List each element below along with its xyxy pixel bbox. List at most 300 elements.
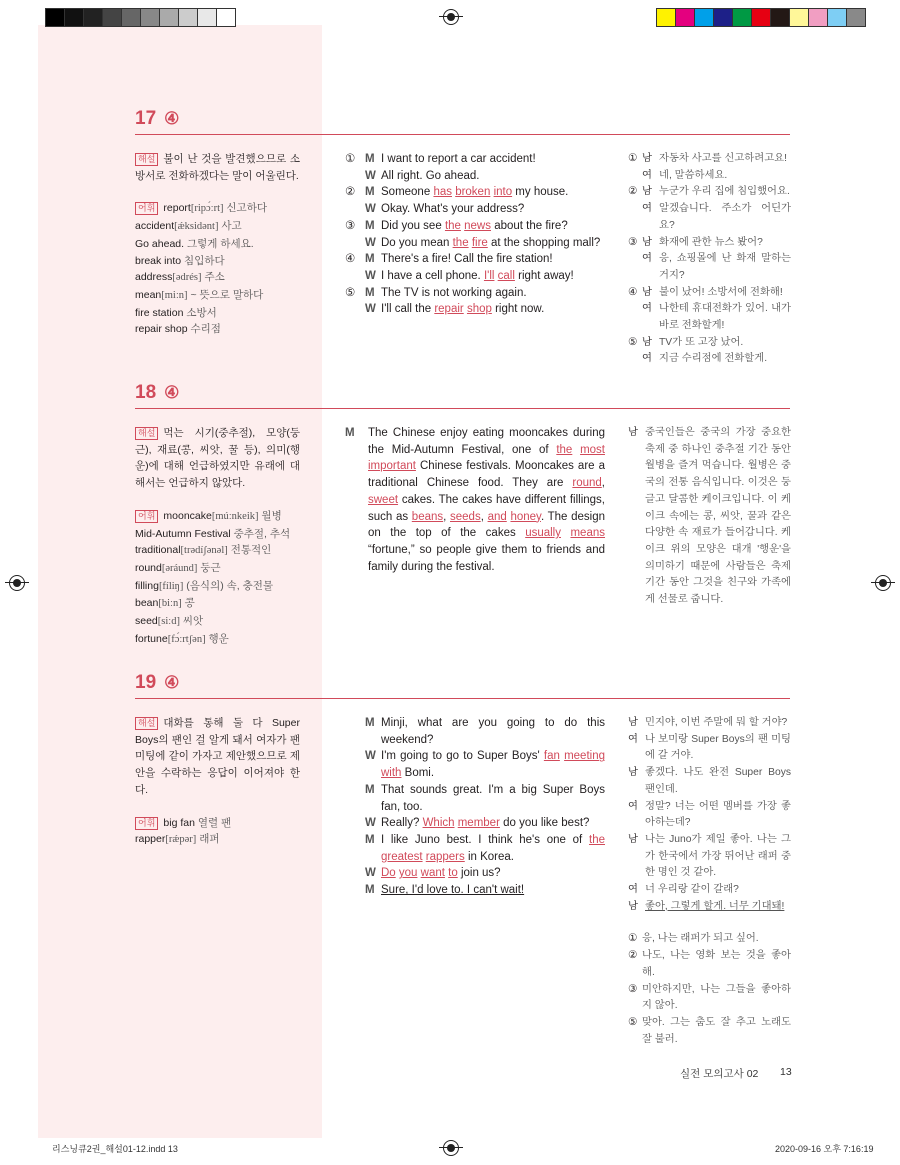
line-number	[628, 301, 642, 334]
line-number: ⑤	[628, 336, 638, 348]
vocab-meaning: 중추절, 추석	[233, 527, 291, 540]
highlighted-phrase: round	[572, 477, 602, 490]
page-number: 13	[780, 1066, 792, 1078]
highlighted-phrase: sweet	[368, 493, 399, 506]
dialogue-line	[345, 201, 605, 218]
highlighted-phrase: most	[580, 443, 605, 456]
line-number: ②	[345, 186, 356, 199]
vocab-meaning: 열렬 팬	[197, 816, 232, 829]
vocab-item	[135, 815, 300, 832]
highlighted-phrase: and	[487, 510, 507, 523]
monologue-text	[368, 425, 605, 575]
vocab-phonetic: [miːn]	[161, 289, 188, 301]
speaker-label: 남	[642, 336, 652, 348]
text-segment: All right. Go ahead.	[381, 169, 480, 182]
vocab-phonetic: [ədrés]	[172, 272, 202, 284]
vocab-word: mean	[135, 288, 162, 301]
registration-mark-icon	[9, 575, 25, 591]
dialogue-text	[381, 285, 605, 302]
speaker-label: 남	[642, 286, 652, 298]
option-text: 나도, 나는 영화 보는 것을 좋아해.	[642, 950, 791, 978]
option-item	[628, 931, 791, 948]
vocab-phonetic: [əráund]	[161, 562, 198, 574]
vocab-item	[135, 305, 300, 322]
highlighted-phrase: has	[433, 186, 452, 199]
dialogue-text	[381, 268, 605, 285]
dialogue-text	[381, 184, 605, 201]
dialogue-text	[381, 235, 605, 252]
text-segment: Do you mean	[381, 236, 453, 249]
speaker-label: 여	[642, 303, 652, 315]
vocab-word: traditional	[135, 544, 181, 557]
translation-line	[628, 251, 791, 284]
speaker-label: 여	[628, 800, 638, 812]
option-number: ①	[628, 933, 638, 945]
dialogue-line	[345, 235, 605, 252]
dialogue-line	[345, 251, 605, 268]
vocab-item	[135, 542, 300, 560]
highlighted-phrase: the	[452, 236, 469, 249]
translation-line	[628, 235, 791, 252]
answer-options	[628, 931, 791, 1048]
q18-translation	[628, 425, 791, 609]
line-number: ①	[345, 153, 356, 165]
vocab-meaning: 래퍼	[199, 833, 220, 846]
translation-line	[628, 335, 791, 352]
text-segment: That sounds great. I'm a big Super Boys fan, too.	[381, 783, 605, 813]
vocab-meaning: 수리점	[190, 323, 221, 336]
line-number	[628, 168, 642, 185]
vocab-word: big fan	[163, 816, 195, 829]
translation-text: 나한테 휴대전화가 있어. 내가 바로 전화할게!	[659, 303, 791, 332]
explain-tag: 해설	[135, 427, 158, 440]
line-number	[345, 832, 365, 865]
translation-text: 네, 말씀하세요.	[659, 169, 728, 181]
translation-text: 좋아, 그렇게 할게. 너무 기대돼!	[645, 900, 785, 912]
registration-mark-icon	[875, 575, 891, 591]
vocab-phonetic: [ǽksidənt]	[174, 221, 219, 233]
speaker-label: M	[365, 783, 375, 796]
highlighted-phrase: fire	[471, 236, 488, 249]
speaker-label: 여	[642, 203, 652, 215]
text-segment: Sure, I'd love to. I can't wait!	[381, 884, 525, 897]
speaker-label: 남	[628, 833, 638, 845]
dialogue-text	[381, 882, 605, 899]
text-segment: right now.	[491, 303, 545, 316]
vocab-meaning: 소방서	[186, 306, 217, 319]
dialogue-text	[381, 782, 605, 815]
highlighted-phrase: want	[420, 867, 445, 880]
option-number: ③	[628, 983, 638, 995]
highlighted-phrase: you	[398, 867, 418, 880]
registration-mark-icon	[443, 9, 459, 25]
line-number: ④	[345, 253, 356, 266]
option-number: ⑤	[628, 1016, 638, 1028]
vocab-phonetic: [rǽpər]	[165, 834, 197, 846]
vocab-item	[135, 200, 300, 218]
highlighted-phrase: means	[570, 527, 605, 540]
vocab-meaning: 주소	[204, 271, 225, 284]
line-number: ③	[628, 236, 638, 248]
speaker-label: 남	[628, 900, 638, 912]
highlighted-phrase: to	[448, 867, 458, 880]
vocab-item	[135, 578, 300, 596]
dialogue-line	[345, 815, 605, 832]
dialogue-text	[381, 251, 605, 268]
dialogue-text	[381, 218, 605, 235]
text-segment: in Korea.	[464, 850, 514, 863]
translation-text: 알겠습니다. 주소가 어딘가요?	[659, 203, 791, 231]
line-number	[345, 268, 365, 285]
line-number: ④	[628, 286, 638, 298]
translation-line	[628, 184, 791, 201]
vocab-phonetic: [biːn]	[158, 598, 182, 610]
vocab-meaning: 씨앗	[182, 615, 204, 628]
text-segment: I want to report a car accident!	[381, 153, 536, 165]
option-item	[628, 948, 791, 981]
line-number: ②	[628, 186, 638, 198]
highlighted-phrase: the	[444, 219, 461, 232]
explain-text: 대화를 통해 둘 다 Super Boys의 팬인 걸 알게 돼서 여자가 팬 미팅에 같이 가자고 제안했으므로 제안을 수락하는 응답이 이어져야 한다.	[135, 717, 300, 796]
file-name: 리스닝큐2권_해설01-12.indd 13	[52, 1144, 178, 1154]
vocab-word: report	[163, 202, 191, 215]
vocab-meaning: 행운	[208, 632, 229, 645]
text-segment: about the fire?	[491, 219, 568, 232]
vocab-word: round	[135, 561, 162, 574]
vocab-phonetic: [fɔ́ːrtʃən]	[167, 633, 206, 645]
answer-mark: ④	[164, 109, 180, 128]
speaker-label: 여	[642, 253, 652, 265]
q17-explanation	[135, 151, 300, 338]
option-text: 응, 나는 래퍼가 되고 싶어.	[642, 933, 759, 945]
option-item	[628, 982, 791, 1015]
speaker-label: M	[365, 153, 375, 165]
explain-text: 먹는 시기(중추절), 모양(둥근), 재료(콩, 씨앗, 꿀 등), 의미(행운)에 대해 언급하였지만 유래에 대해서는 언급하지 않았다.	[135, 427, 300, 490]
vocab-phonetic: [múːnkeik]	[211, 510, 259, 522]
vocab-list	[135, 815, 300, 849]
translation-line	[628, 351, 791, 368]
highlighted-phrase: important	[368, 460, 416, 473]
option-text: 미안하지만, 나는 그들을 좋아하지 않아.	[642, 983, 791, 1012]
vocab-word: mooncake	[163, 509, 212, 522]
highlighted-phrase: usually	[525, 527, 561, 540]
highlighted-phrase: honey	[510, 510, 541, 523]
dialogue-line	[345, 782, 605, 815]
highlighted-phrase: greatest	[381, 850, 423, 863]
vocab-word: bean	[135, 597, 159, 610]
translation-text: 나는 Juno가 제일 좋아. 나는 그가 한국에서 가장 뛰어난 래퍼 중 한 명인 것 같아.	[645, 833, 791, 879]
question-19-header	[135, 672, 790, 699]
highlighted-phrase: beans	[411, 510, 444, 523]
option-text: 맞아. 그는 춤도 잘 추고 노래도 잘 불러.	[642, 1016, 791, 1045]
line-number	[628, 201, 642, 234]
highlighted-phrase: the	[556, 443, 573, 456]
highlighted-phrase: rappers	[425, 850, 465, 863]
line-number	[345, 815, 365, 832]
text-segment: Bomi.	[401, 767, 435, 780]
vocab-tag: 어휘	[135, 510, 158, 523]
vocab-item	[135, 218, 300, 236]
highlighted-phrase: I'll	[483, 269, 495, 282]
highlighted-phrase: repair	[434, 303, 464, 316]
vocab-meaning: 전통적인	[230, 544, 272, 557]
dialogue-line	[345, 168, 605, 185]
vocab-meaning: ~ 뜻으로 말하다	[190, 288, 264, 301]
question-number: 17	[135, 108, 157, 129]
translation-text: 지금 수리점에 전화할게.	[659, 353, 768, 365]
highlighted-phrase: seeds	[450, 510, 481, 523]
translation-line	[628, 715, 791, 732]
text-segment: I'll call the	[381, 303, 435, 316]
q18-explanation	[135, 425, 300, 648]
dialogue-line	[345, 151, 605, 168]
text-segment: “fortune,” so people give them to friends and family during the festival.	[368, 543, 605, 573]
translation-text: 자동차 사고를 신고하려고요!	[659, 153, 787, 164]
translation-text: 불이 났어! 소방서에 전화해!	[659, 286, 783, 298]
text-segment: Really?	[381, 817, 423, 830]
option-item	[628, 1015, 791, 1048]
speaker-label: 여	[642, 169, 652, 181]
translation-line	[628, 765, 791, 798]
translation-text: 응, 쇼핑몰에 난 화재 말하는 거지?	[659, 253, 791, 281]
translation-text: 너 우리랑 같이 갈래?	[645, 884, 739, 896]
speaker-label: M	[365, 219, 375, 232]
translation-text: 누군가 우리 집에 침입했어요.	[659, 186, 790, 198]
text-segment: Someone	[381, 186, 434, 199]
line-number	[345, 715, 365, 748]
explain-tag: 해설	[135, 717, 158, 730]
line-number	[345, 201, 365, 218]
cmyk-color-bar	[656, 8, 865, 27]
answer-mark: ④	[164, 673, 180, 692]
dialogue-text	[381, 748, 605, 781]
vocab-word: Mid-Autumn Festival	[135, 527, 231, 540]
speaker-label: M	[365, 833, 375, 846]
line-number: ③	[345, 219, 356, 232]
vocab-meaning: (음식의) 속, 충전물	[186, 579, 274, 592]
speaker-label: 여	[628, 733, 638, 745]
highlighted-phrase: meeting	[564, 750, 605, 763]
speaker-label: 남	[628, 427, 638, 438]
dialogue-line	[345, 301, 605, 318]
vocab-word: seed	[135, 615, 158, 628]
line-number	[345, 235, 365, 252]
answer-mark: ④	[164, 383, 180, 402]
translation-text: TV가 또 고장 났어.	[659, 336, 744, 348]
vocab-phonetic: [siːd]	[157, 616, 180, 628]
line-number	[628, 351, 642, 368]
text-segment: I have a cell phone.	[381, 269, 484, 282]
text-segment: my house.	[512, 186, 569, 199]
speaker-label: M	[365, 717, 375, 729]
speaker-label: M	[345, 427, 355, 439]
text-segment: ,	[443, 510, 451, 523]
vocab-tag: 어휘	[135, 817, 158, 830]
vocab-word: accident	[135, 220, 175, 233]
speaker-label: W	[365, 867, 376, 880]
speaker-label: 남	[642, 186, 652, 198]
q19-translation	[628, 715, 791, 1048]
translation-line	[628, 301, 791, 334]
vocab-word: fire station	[135, 306, 184, 319]
speaker-label: 여	[642, 353, 652, 365]
text-segment: Minji, what are you going to do this weekend?	[381, 717, 605, 746]
speaker-label: W	[365, 203, 376, 216]
dialogue-line	[345, 865, 605, 882]
dialogue-line	[345, 748, 605, 781]
vocab-meaning: 침입하다	[184, 254, 225, 267]
text-segment: Chinese festivals. Mooncakes are a traditional Chinese food. They are	[368, 460, 605, 490]
highlighted-phrase: broken	[455, 186, 491, 199]
translation-text: 중국인들은 중국의 가장 중요한 축제 중 하나인 중추절 기간 동안 월병을 즐겨 먹습니다. 월병은 중국의 전통 음식입니다. 이것은 둥글고 달콤한 케이크입니다. 이 케이크 속에는 콩, 씨앗, 꿀과 같은 다양한 속 재료가 들어갑니다. 케이크 위의 모양은 대개 '행운'을 의미하기 때문에 사람들은 축제 기간 동안 그것을 친구와 가족에게 선물로 줍니다.	[645, 427, 791, 606]
text-segment: do you like best?	[499, 817, 590, 830]
timestamp: 2020-09-16 오후 7:16:19	[775, 1144, 874, 1154]
highlighted-phrase: shop	[466, 303, 492, 316]
dialogue-text	[381, 301, 605, 318]
translation-line	[628, 285, 791, 302]
translation-line	[628, 899, 791, 916]
text-segment: right away!	[514, 269, 574, 282]
explain-tag: 해설	[135, 153, 158, 166]
vocab-item	[135, 321, 300, 338]
q18-monologue	[345, 425, 605, 575]
vocab-phonetic: [fíliŋ]	[158, 580, 184, 592]
vocab-word: filling	[135, 579, 159, 592]
speaker-label: 남	[628, 717, 638, 728]
speaker-label: W	[365, 750, 376, 763]
translation-line	[628, 799, 791, 832]
vocab-word: fortune	[135, 632, 168, 645]
translation-line	[628, 882, 791, 899]
question-17-header	[135, 108, 790, 135]
highlighted-phrase: news	[464, 219, 491, 232]
vocab-word: address	[135, 271, 173, 284]
vocab-word: break into	[135, 254, 182, 267]
vocab-meaning: 둥근	[200, 561, 221, 574]
line-number	[345, 748, 365, 781]
dialogue-text	[381, 865, 605, 882]
dialogue-line	[345, 715, 605, 748]
dialogue-line	[345, 184, 605, 201]
speaker-label: W	[365, 236, 376, 249]
speaker-label: 남	[642, 236, 652, 248]
registration-mark-icon	[443, 1140, 459, 1156]
vocab-item	[135, 508, 300, 526]
vocab-meaning: 사고	[221, 220, 242, 233]
vocab-item	[135, 831, 300, 849]
text-segment	[572, 444, 580, 456]
text-segment: The Chinese enjoy eating mooncakes during the Mid-Autumn Festival, one of	[368, 427, 605, 456]
translation-line	[628, 168, 791, 185]
q17-translation	[628, 151, 791, 368]
q19-explanation	[135, 715, 300, 849]
dialogue-line	[345, 268, 605, 285]
dialogue-text	[381, 201, 605, 218]
dialogue-line	[345, 218, 605, 235]
line-number	[345, 865, 365, 882]
speaker-label: W	[365, 269, 376, 282]
vocab-meaning: 월병	[261, 509, 282, 522]
text-segment: ,	[480, 510, 488, 523]
vocab-item	[135, 631, 300, 649]
speaker-label: 남	[628, 767, 638, 779]
dialogue-text	[381, 815, 605, 832]
speaker-label: M	[365, 884, 375, 897]
dialogue-line	[345, 832, 605, 865]
vocab-phonetic: [ripɔ́ːrt]	[190, 203, 224, 215]
line-number	[345, 882, 365, 899]
highlighted-phrase: call	[497, 269, 515, 282]
dialogue-text	[381, 168, 605, 185]
highlighted-phrase: with	[381, 767, 402, 780]
speaker-label: W	[365, 817, 376, 830]
vocab-item	[135, 236, 300, 253]
vocab-list	[135, 508, 300, 649]
line-number	[628, 251, 642, 284]
question-number: 18	[135, 382, 157, 403]
dialogue-text	[381, 832, 605, 865]
speaker-label: 여	[628, 884, 638, 896]
vocab-meaning: 신고하다	[226, 202, 267, 215]
vocab-item	[135, 595, 300, 613]
highlighted-phrase: into	[493, 186, 513, 199]
text-segment: ,	[601, 477, 605, 490]
vocab-item	[135, 560, 300, 578]
vocab-meaning: 그렇게 하세요.	[186, 237, 254, 250]
q17-dialogue	[345, 151, 605, 318]
vocab-item	[135, 287, 300, 305]
vocab-word: repair shop	[135, 323, 188, 336]
translation-text: 나 보미랑 Super Boys의 팬 미팅에 갈 거야.	[645, 733, 791, 762]
line-number	[345, 782, 365, 815]
vocab-meaning: 콩	[184, 597, 195, 610]
translation-line	[628, 151, 791, 168]
section-label: 실전 모의고사 02	[680, 1068, 759, 1080]
vocab-phonetic: [trədíʃənəl]	[180, 545, 228, 557]
text-segment: cakes. The cakes have different fillings, such as	[368, 493, 605, 523]
highlighted-phrase: the	[589, 833, 605, 846]
translation-text: 좋겠다. 나도 완전 Super Boys 팬인데.	[645, 767, 791, 795]
translation-line	[628, 732, 791, 765]
line-number: ①	[628, 153, 638, 164]
line-number	[345, 168, 365, 185]
dialogue-line	[345, 882, 605, 899]
option-number: ②	[628, 950, 638, 962]
translation-text: 정말? 너는 어떤 멤버를 가장 좋아하는데?	[645, 800, 791, 829]
text-segment: Okay. What's your address?	[381, 203, 525, 216]
text-segment: I like Juno best. I think he's one of	[381, 833, 589, 846]
translation-text: 화재에 관한 뉴스 봤어?	[659, 236, 763, 248]
dialogue-text	[381, 151, 605, 168]
highlighted-phrase: member	[457, 817, 500, 830]
dialogue-text	[381, 715, 605, 748]
text-segment: The TV is not working again.	[381, 286, 527, 299]
speaker-label: M	[365, 286, 375, 299]
speaker-label: W	[365, 169, 376, 182]
text-segment: at the shopping mall?	[487, 236, 601, 249]
text-segment: join us?	[457, 867, 501, 880]
text-segment: Did you see	[381, 219, 445, 232]
text-segment: . The design on the top of the cakes	[368, 510, 605, 540]
explain-text: 불이 난 것을 발견했으므로 소방서로 전화하겠다는 말이 어울린다.	[135, 153, 300, 182]
q19-dialogue	[345, 715, 605, 899]
translation-line	[628, 201, 791, 234]
vocab-word: rapper	[135, 833, 166, 846]
speaker-label: 남	[642, 153, 652, 164]
speaker-label: M	[365, 186, 375, 199]
question-18-header	[135, 382, 790, 409]
vocab-tag: 어휘	[135, 202, 158, 215]
